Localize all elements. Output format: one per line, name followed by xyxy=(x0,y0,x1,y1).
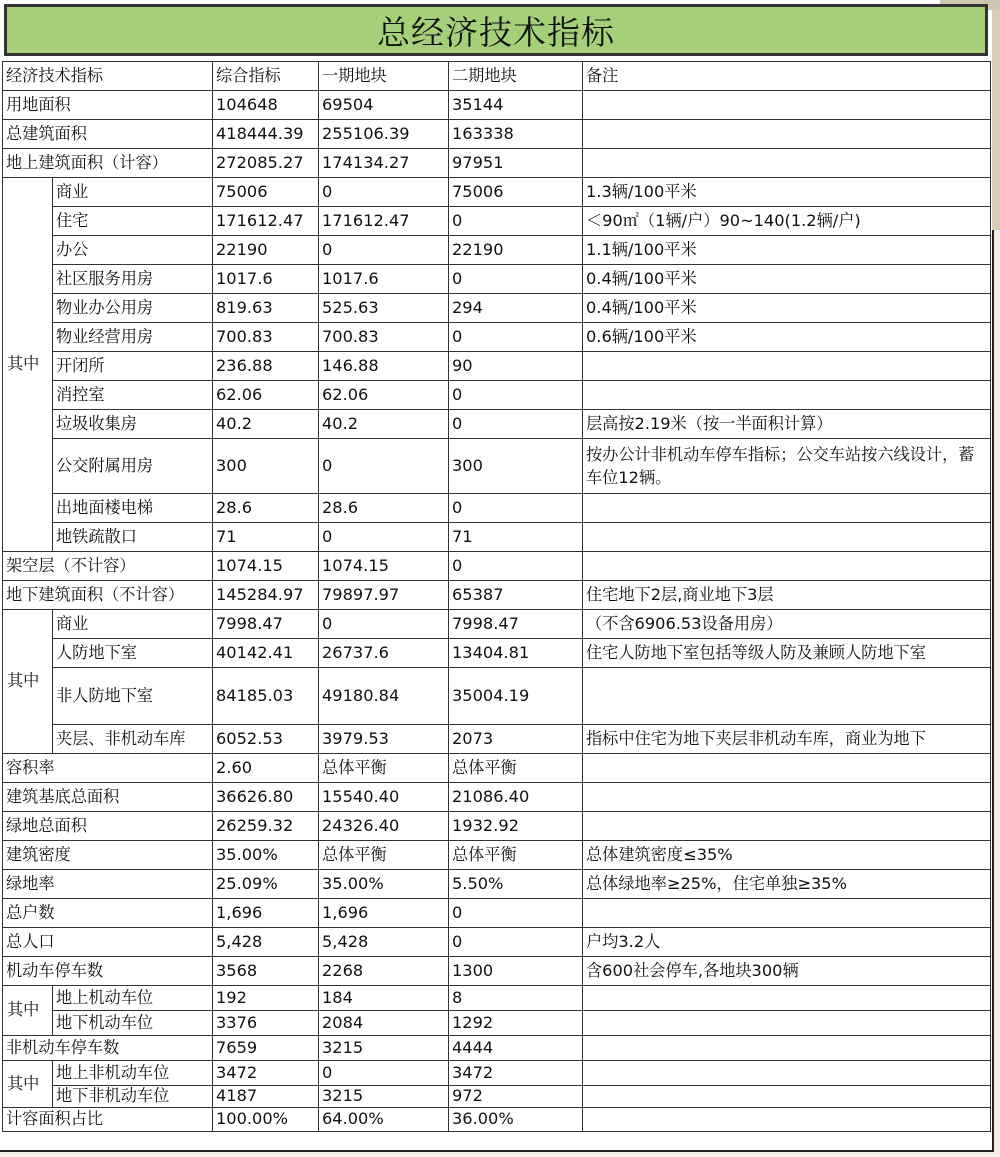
table-row xyxy=(3,754,991,783)
cell-phase1[interactable]: 2084 xyxy=(319,1011,449,1036)
cell-note[interactable]: 0.4辆/100平米 xyxy=(583,294,991,323)
table-row xyxy=(3,494,991,523)
row-label[interactable]: 地上机动车位 xyxy=(53,986,213,1011)
cell-note[interactable]: 1.1辆/100平米 xyxy=(583,236,991,265)
cell-phase2[interactable]: 0 xyxy=(449,928,583,957)
row-label[interactable]: 地上非机动车位 xyxy=(53,1061,213,1086)
cell-phase2[interactable]: 75006 xyxy=(449,178,583,207)
cell-total[interactable]: 2.60 xyxy=(213,754,319,783)
cell-phase2[interactable]: 71 xyxy=(449,523,583,552)
cell-phase1[interactable]: 69504 xyxy=(319,91,449,120)
cell-total[interactable]: 62.06 xyxy=(213,381,319,410)
cell-phase1[interactable]: 0 xyxy=(319,178,449,207)
cell-note[interactable]: ＜90㎡（1辆/户）90~140(1.2辆/户) xyxy=(583,207,991,236)
cell-note[interactable]: 层高按2.19米（按一半面积计算） xyxy=(583,410,991,439)
table-row xyxy=(3,1086,991,1108)
cell-note[interactable] xyxy=(583,1108,991,1132)
table-row xyxy=(3,1061,991,1086)
row-label[interactable]: 地下非机动车位 xyxy=(53,1086,213,1108)
cell-phase2[interactable]: 36.00% xyxy=(449,1108,583,1132)
cell-note[interactable] xyxy=(583,552,991,581)
cell-phase2[interactable]: 0 xyxy=(449,899,583,928)
table-row xyxy=(3,870,991,899)
row-label[interactable]: 地铁疏散口 xyxy=(53,523,213,552)
background-decoration xyxy=(992,0,1000,230)
cell-total[interactable]: 300 xyxy=(213,439,319,494)
cell-phase1[interactable]: 3215 xyxy=(319,1036,449,1061)
cell-note[interactable] xyxy=(583,899,991,928)
cell-phase1[interactable]: 1,696 xyxy=(319,899,449,928)
row-label[interactable]: 社区服务用房 xyxy=(53,265,213,294)
page-title: 总经济技术指标 xyxy=(4,4,988,56)
cell-phase2[interactable]: 35004.19 xyxy=(449,668,583,725)
row-label[interactable]: 商业 xyxy=(53,178,213,207)
row-label[interactable]: 容积率 xyxy=(3,754,213,783)
cell-phase1[interactable]: 0 xyxy=(319,610,449,639)
table-row xyxy=(3,178,991,207)
cell-total[interactable]: 6052.53 xyxy=(213,725,319,754)
cell-note[interactable] xyxy=(583,494,991,523)
table-row xyxy=(3,1108,991,1132)
cell-phase2[interactable]: 13404.81 xyxy=(449,639,583,668)
cell-note[interactable] xyxy=(583,149,991,178)
cell-total[interactable]: 100.00% xyxy=(213,1108,319,1132)
table-row xyxy=(3,1036,991,1061)
row-label[interactable]: 绿地总面积 xyxy=(3,812,213,841)
cell-total[interactable]: 25.09% xyxy=(213,870,319,899)
row-label[interactable]: 住宅 xyxy=(53,207,213,236)
row-label[interactable]: 开闭所 xyxy=(53,352,213,381)
cell-note[interactable] xyxy=(583,668,991,725)
cell-note[interactable]: 1.3辆/100平米 xyxy=(583,178,991,207)
cell-phase1[interactable]: 0 xyxy=(319,1061,449,1086)
cell-note[interactable] xyxy=(583,381,991,410)
header-remarks[interactable]: 备注 xyxy=(583,62,991,91)
row-label[interactable]: 办公 xyxy=(53,236,213,265)
cell-phase2[interactable]: 65387 xyxy=(449,581,583,610)
cell-phase2[interactable]: 0 xyxy=(449,265,583,294)
cell-note[interactable] xyxy=(583,986,991,1011)
cell-phase2[interactable]: 1292 xyxy=(449,1011,583,1036)
cell-phase2[interactable]: 4444 xyxy=(449,1036,583,1061)
cell-total[interactable]: 84185.03 xyxy=(213,668,319,725)
cell-note[interactable] xyxy=(583,91,991,120)
cell-phase2[interactable]: 8 xyxy=(449,986,583,1011)
table-row xyxy=(3,668,991,725)
cell-phase1[interactable]: 0 xyxy=(319,439,449,494)
cell-phase1[interactable]: 总体平衡 xyxy=(319,841,449,870)
row-label[interactable]: 绿地率 xyxy=(3,870,213,899)
cell-phase1[interactable]: 40.2 xyxy=(319,410,449,439)
table-row xyxy=(3,323,991,352)
cell-note[interactable]: 住宅人防地下室包括等级人防及兼顾人防地下室 xyxy=(583,639,991,668)
cell-total[interactable]: 3472 xyxy=(213,1061,319,1086)
cell-phase1[interactable]: 184 xyxy=(319,986,449,1011)
row-label[interactable]: 总人口 xyxy=(3,928,213,957)
cell-note[interactable]: 含600社会停车,各地块300辆 xyxy=(583,957,991,986)
cell-total[interactable]: 819.63 xyxy=(213,294,319,323)
cell-phase2[interactable]: 7998.47 xyxy=(449,610,583,639)
row-label[interactable]: 建筑密度 xyxy=(3,841,213,870)
cell-total[interactable]: 3568 xyxy=(213,957,319,986)
indicator-table xyxy=(2,61,991,1132)
cell-phase2[interactable]: 2073 xyxy=(449,725,583,754)
cell-note[interactable] xyxy=(583,1011,991,1036)
cell-phase1[interactable]: 49180.84 xyxy=(319,668,449,725)
cell-total[interactable]: 40.2 xyxy=(213,410,319,439)
cell-phase2[interactable]: 1932.92 xyxy=(449,812,583,841)
table-row xyxy=(3,91,991,120)
cell-phase1[interactable]: 15540.40 xyxy=(319,783,449,812)
table-row xyxy=(3,812,991,841)
group-label[interactable]: 其中 xyxy=(3,178,53,552)
group-label[interactable]: 其中 xyxy=(3,610,53,754)
cell-note[interactable]: （不含6906.53设备用房） xyxy=(583,610,991,639)
cell-total[interactable]: 192 xyxy=(213,986,319,1011)
cell-note[interactable]: 住宅地下2层,商业地下3层 xyxy=(583,581,991,610)
header-total[interactable]: 综合指标 xyxy=(213,62,319,91)
cell-total[interactable]: 26259.32 xyxy=(213,812,319,841)
cell-phase2[interactable]: 0 xyxy=(449,494,583,523)
cell-phase1[interactable]: 1017.6 xyxy=(319,265,449,294)
row-label[interactable]: 总户数 xyxy=(3,899,213,928)
cell-note[interactable] xyxy=(583,1036,991,1061)
cell-phase1[interactable]: 3979.53 xyxy=(319,725,449,754)
cell-phase2[interactable]: 163338 xyxy=(449,120,583,149)
cell-phase1[interactable]: 28.6 xyxy=(319,494,449,523)
row-label[interactable]: 用地面积 xyxy=(3,91,213,120)
cell-phase1[interactable]: 35.00% xyxy=(319,870,449,899)
group-label[interactable]: 其中 xyxy=(3,986,53,1036)
header-indicator[interactable]: 经济技术指标 xyxy=(3,62,213,91)
cell-phase2[interactable]: 972 xyxy=(449,1086,583,1108)
cell-total[interactable]: 1017.6 xyxy=(213,265,319,294)
table-row xyxy=(3,120,991,149)
cell-total[interactable]: 418444.39 xyxy=(213,120,319,149)
row-label[interactable]: 人防地下室 xyxy=(53,639,213,668)
cell-total[interactable]: 28.6 xyxy=(213,494,319,523)
cell-total[interactable]: 104648 xyxy=(213,91,319,120)
row-label[interactable]: 消控室 xyxy=(53,381,213,410)
table-row xyxy=(3,639,991,668)
cell-note[interactable] xyxy=(583,352,991,381)
row-label[interactable]: 商业 xyxy=(53,610,213,639)
cell-phase2[interactable]: 294 xyxy=(449,294,583,323)
row-label[interactable]: 出地面楼电梯 xyxy=(53,494,213,523)
table-row xyxy=(3,149,991,178)
cell-total[interactable]: 1,696 xyxy=(213,899,319,928)
cell-phase2[interactable]: 90 xyxy=(449,352,583,381)
table-row xyxy=(3,439,991,494)
cell-phase2[interactable]: 1300 xyxy=(449,957,583,986)
row-label[interactable]: 建筑基底总面积 xyxy=(3,783,213,812)
cell-phase2[interactable]: 0 xyxy=(449,552,583,581)
cell-note[interactable]: 指标中住宅为地下夹层非机动车库，商业为地下 xyxy=(583,725,991,754)
cell-note[interactable] xyxy=(583,523,991,552)
header-phase2[interactable]: 二期地块 xyxy=(449,62,583,91)
cell-phase1[interactable]: 1074.15 xyxy=(319,552,449,581)
cell-total[interactable]: 171612.47 xyxy=(213,207,319,236)
table-row xyxy=(3,236,991,265)
table-row xyxy=(3,610,991,639)
table-row xyxy=(3,552,991,581)
table-row xyxy=(3,986,991,1011)
table-row xyxy=(3,725,991,754)
table-row xyxy=(3,294,991,323)
cell-phase2[interactable]: 21086.40 xyxy=(449,783,583,812)
cell-phase1[interactable]: 2268 xyxy=(319,957,449,986)
cell-phase1[interactable]: 总体平衡 xyxy=(319,754,449,783)
cell-phase1[interactable]: 5,428 xyxy=(319,928,449,957)
cell-note[interactable] xyxy=(583,783,991,812)
cell-total[interactable]: 1074.15 xyxy=(213,552,319,581)
cell-phase1[interactable]: 255106.39 xyxy=(319,120,449,149)
cell-note[interactable]: 0.4辆/100平米 xyxy=(583,265,991,294)
table-row xyxy=(3,581,991,610)
table-row xyxy=(3,410,991,439)
row-label[interactable]: 物业经营用房 xyxy=(53,323,213,352)
cell-phase1[interactable]: 0 xyxy=(319,236,449,265)
cell-note[interactable] xyxy=(583,120,991,149)
table-row xyxy=(3,207,991,236)
cell-phase2[interactable]: 97951 xyxy=(449,149,583,178)
group-label[interactable]: 其中 xyxy=(3,1061,53,1108)
row-label[interactable]: 架空层（不计容） xyxy=(3,552,213,581)
row-label[interactable]: 机动车停车数 xyxy=(3,957,213,986)
cell-note[interactable]: 0.6辆/100平米 xyxy=(583,323,991,352)
cell-note[interactable] xyxy=(583,812,991,841)
cell-phase1[interactable]: 171612.47 xyxy=(319,207,449,236)
row-label[interactable]: 地下建筑面积（不计容） xyxy=(3,581,213,610)
cell-total[interactable]: 236.88 xyxy=(213,352,319,381)
cell-phase1[interactable]: 174134.27 xyxy=(319,149,449,178)
cell-note[interactable]: 按办公计非机动车停车指标；公交车站按六线设计，蓄车位12辆。 xyxy=(583,439,991,494)
table-row xyxy=(3,352,991,381)
row-label[interactable]: 物业办公用房 xyxy=(53,294,213,323)
cell-phase1[interactable]: 525.63 xyxy=(319,294,449,323)
cell-total[interactable]: 71 xyxy=(213,523,319,552)
cell-phase2[interactable]: 0 xyxy=(449,323,583,352)
cell-total[interactable]: 5,428 xyxy=(213,928,319,957)
table-row xyxy=(3,1011,991,1036)
table-row xyxy=(3,523,991,552)
table-row xyxy=(3,265,991,294)
cell-phase2[interactable]: 35144 xyxy=(449,91,583,120)
cell-total[interactable]: 3376 xyxy=(213,1011,319,1036)
cell-total[interactable]: 700.83 xyxy=(213,323,319,352)
cell-total[interactable]: 145284.97 xyxy=(213,581,319,610)
cell-phase1[interactable]: 62.06 xyxy=(319,381,449,410)
cell-note[interactable]: 总体建筑密度≤35% xyxy=(583,841,991,870)
cell-total[interactable]: 22190 xyxy=(213,236,319,265)
cell-phase2[interactable]: 0 xyxy=(449,381,583,410)
table-row xyxy=(3,957,991,986)
table-row xyxy=(3,928,991,957)
cell-phase2[interactable]: 3472 xyxy=(449,1061,583,1086)
cell-phase1[interactable]: 79897.97 xyxy=(319,581,449,610)
row-label[interactable]: 非机动车停车数 xyxy=(3,1036,213,1061)
cell-phase2[interactable]: 0 xyxy=(449,207,583,236)
cell-phase1[interactable]: 24326.40 xyxy=(319,812,449,841)
cell-note[interactable]: 总体绿地率≥25%，住宅单独≥35% xyxy=(583,870,991,899)
cell-total[interactable]: 7659 xyxy=(213,1036,319,1061)
cell-total[interactable]: 7998.47 xyxy=(213,610,319,639)
cell-total[interactable]: 40142.41 xyxy=(213,639,319,668)
row-label[interactable]: 总建筑面积 xyxy=(3,120,213,149)
cell-phase2[interactable]: 22190 xyxy=(449,236,583,265)
row-label[interactable]: 夹层、非机动车库 xyxy=(53,725,213,754)
table-row xyxy=(3,381,991,410)
cell-phase1[interactable]: 146.88 xyxy=(319,352,449,381)
table-row xyxy=(3,899,991,928)
row-label[interactable]: 垃圾收集房 xyxy=(53,410,213,439)
cell-note[interactable] xyxy=(583,1086,991,1108)
cell-phase2[interactable]: 总体平衡 xyxy=(449,841,583,870)
cell-note[interactable] xyxy=(583,754,991,783)
cell-phase1[interactable]: 26737.6 xyxy=(319,639,449,668)
cell-total[interactable]: 272085.27 xyxy=(213,149,319,178)
cell-total[interactable]: 36626.80 xyxy=(213,783,319,812)
cell-phase2[interactable]: 5.50% xyxy=(449,870,583,899)
row-label[interactable]: 地上建筑面积（计容） xyxy=(3,149,213,178)
cell-phase1[interactable]: 700.83 xyxy=(319,323,449,352)
cell-total[interactable]: 35.00% xyxy=(213,841,319,870)
cell-phase2[interactable]: 300 xyxy=(449,439,583,494)
cell-phase1[interactable]: 0 xyxy=(319,523,449,552)
row-label[interactable]: 非人防地下室 xyxy=(53,668,213,725)
cell-phase1[interactable]: 3215 xyxy=(319,1086,449,1108)
cell-note[interactable] xyxy=(583,1061,991,1086)
cell-note[interactable]: 户均3.2人 xyxy=(583,928,991,957)
cell-total[interactable]: 75006 xyxy=(213,178,319,207)
cell-phase2[interactable]: 总体平衡 xyxy=(449,754,583,783)
row-label[interactable]: 公交附属用房 xyxy=(53,439,213,494)
table-header-row xyxy=(3,62,991,91)
table-row xyxy=(3,841,991,870)
cell-phase1[interactable]: 64.00% xyxy=(319,1108,449,1132)
cell-phase2[interactable]: 0 xyxy=(449,410,583,439)
row-label[interactable]: 计容面积占比 xyxy=(3,1108,213,1132)
table-row xyxy=(3,783,991,812)
header-phase1[interactable]: 一期地块 xyxy=(319,62,449,91)
cell-total[interactable]: 4187 xyxy=(213,1086,319,1108)
row-label[interactable]: 地下机动车位 xyxy=(53,1011,213,1036)
